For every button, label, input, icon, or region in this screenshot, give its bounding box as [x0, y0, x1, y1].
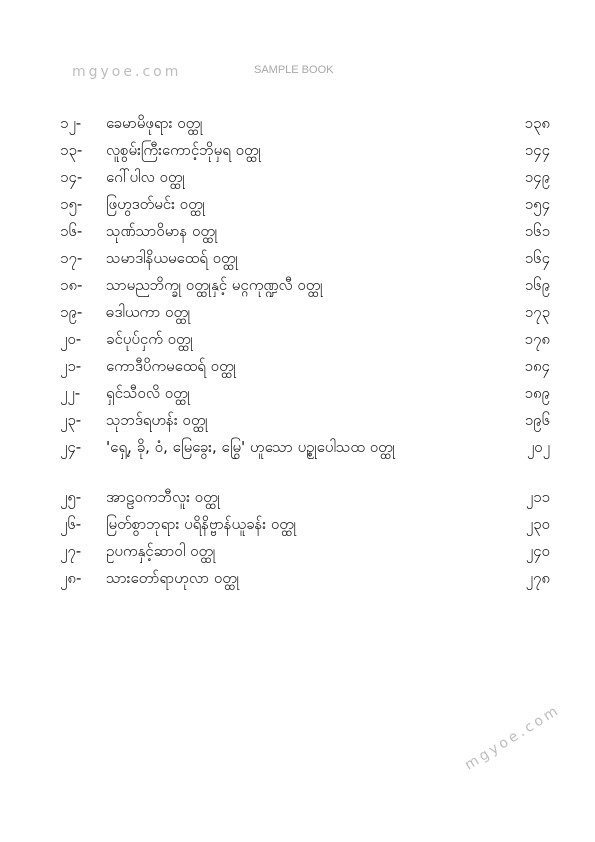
entry-title: ဂေါ်ပါလ ဝတ္ထု	[106, 168, 185, 186]
entry-number: ၂၇-	[60, 542, 82, 560]
entry-number: ၁၃-	[60, 141, 83, 159]
toc-entry	[60, 486, 550, 513]
toc-entry	[60, 139, 550, 166]
toc-entry	[60, 166, 550, 193]
toc-entry	[60, 193, 550, 220]
entry-title: သုဘဒ်ရဟန်း ဝတ္ထု	[106, 411, 208, 429]
entry-number: ၁၈-	[60, 276, 83, 294]
entry-page: ၁၃၈	[524, 114, 550, 132]
entry-title: 'ရှေ့, ခို, ဝံ, မြေခွေး, မြွေ' ဟူသော ပဥ္စုပေါသထ ဝတ္ထု	[106, 438, 395, 456]
entry-number: ၂၈-	[60, 569, 82, 587]
entry-page: ၁၆၉	[524, 276, 550, 294]
entry-title: ကောဒီပိကမထေရ် ဝတ္ထု	[106, 357, 236, 375]
entry-page: ၁၈၄	[524, 357, 550, 375]
entry-page: ၁၇၈	[524, 330, 550, 348]
entry-page: ၂၀၂	[526, 438, 550, 456]
entry-number: ၂၅-	[60, 488, 82, 506]
entry-page: ၁၉၆	[524, 411, 550, 429]
entry-page: ၁၆၄	[524, 249, 550, 267]
entry-page: ၁၄၄	[524, 141, 550, 159]
entry-number: ၂၂-	[60, 384, 81, 402]
toc-entry	[60, 540, 550, 567]
entry-page: ၁၈၉	[524, 384, 550, 402]
entry-title: သမာဒါနိယမထေရ် ဝတ္ထု	[106, 249, 238, 267]
toc-entry	[60, 436, 550, 486]
entry-number: ၂၁-	[60, 357, 82, 375]
entry-title: သုဏ်သာဝိမာန ဝတ္ထု	[106, 222, 218, 240]
toc-entry	[60, 274, 550, 301]
entry-page: ၂၄၀	[525, 542, 550, 560]
entry-number: ၁၄-	[60, 168, 83, 186]
entry-page: ၁၆၁	[524, 222, 550, 240]
toc-entry	[60, 220, 550, 247]
entry-title: ရှင်သီဝလိ ဝတ္ထု	[106, 384, 190, 402]
entry-number: ၂၃-	[60, 411, 82, 429]
entry-title: သာမညဘိက္ခု ဝတ္ထုနှင့် မင္ဂကုဏ္ဍလီ ဝတ္ထု	[106, 276, 323, 294]
entry-page: ၂၃၀	[525, 515, 550, 533]
entry-title: သားတော်ရာဟုလာ ဝတ္ထု	[106, 569, 240, 587]
entry-page: ၁၄၉	[524, 168, 550, 186]
table-of-contents	[60, 112, 550, 594]
entry-number: ၁၉-	[60, 303, 83, 321]
entry-number: ၁၂-	[60, 114, 82, 132]
entry-number: ၁၅-	[60, 195, 83, 213]
entry-number: ၁၆-	[60, 222, 83, 240]
toc-entry	[60, 247, 550, 274]
entry-title: ခင်ပုပ်ငှက် ဝတ္ထု	[106, 330, 193, 348]
toc-entry	[60, 112, 550, 139]
toc-entry	[60, 409, 550, 436]
entry-number: ၂၄-	[60, 438, 82, 456]
watermark-bottom: mgyoe.com	[462, 702, 564, 774]
toc-entry	[60, 355, 550, 382]
entry-page: ၂၇၈	[525, 569, 550, 587]
entry-page: ၁၇၃	[524, 303, 550, 321]
entry-number: ၁၇-	[60, 249, 83, 267]
toc-entry	[60, 328, 550, 355]
toc-entry	[60, 301, 550, 328]
entry-number: ၂၆-	[60, 515, 82, 533]
toc-entry	[60, 382, 550, 409]
entry-title: ခေမာမိဖုရား ဝတ္ထု	[106, 114, 203, 132]
entry-page: ၂၁၁	[525, 488, 550, 506]
entry-title: မြတ်စွာဘုရား ပရိနိဗ္ဗာန်ယူခန်း ဝတ္ထု	[106, 515, 297, 533]
entry-title: ဖြဟွဒတ်မင်း ဝတ္ထု	[106, 195, 205, 213]
entry-title: လူစွမ်းကြီးကောင့်ဘိုမှရ ဝတ္ထု	[106, 141, 261, 159]
entry-title: ဓဒါယကာ ဝတ္ထု	[106, 303, 191, 321]
entry-title: အာဠဝကဘီလူး ဝတ္ထု	[106, 488, 220, 506]
entry-title: ဥပကနှင့်ဆာဝါ ဝတ္ထု	[106, 542, 216, 560]
toc-entry	[60, 513, 550, 540]
watermark-top: mgyoe.com	[72, 64, 182, 80]
entry-number: ၂၀-	[60, 330, 82, 348]
entry-page: ၁၅၄	[524, 195, 550, 213]
toc-entry	[60, 567, 550, 594]
sample-book-header: SAMPLE BOOK	[254, 64, 334, 76]
